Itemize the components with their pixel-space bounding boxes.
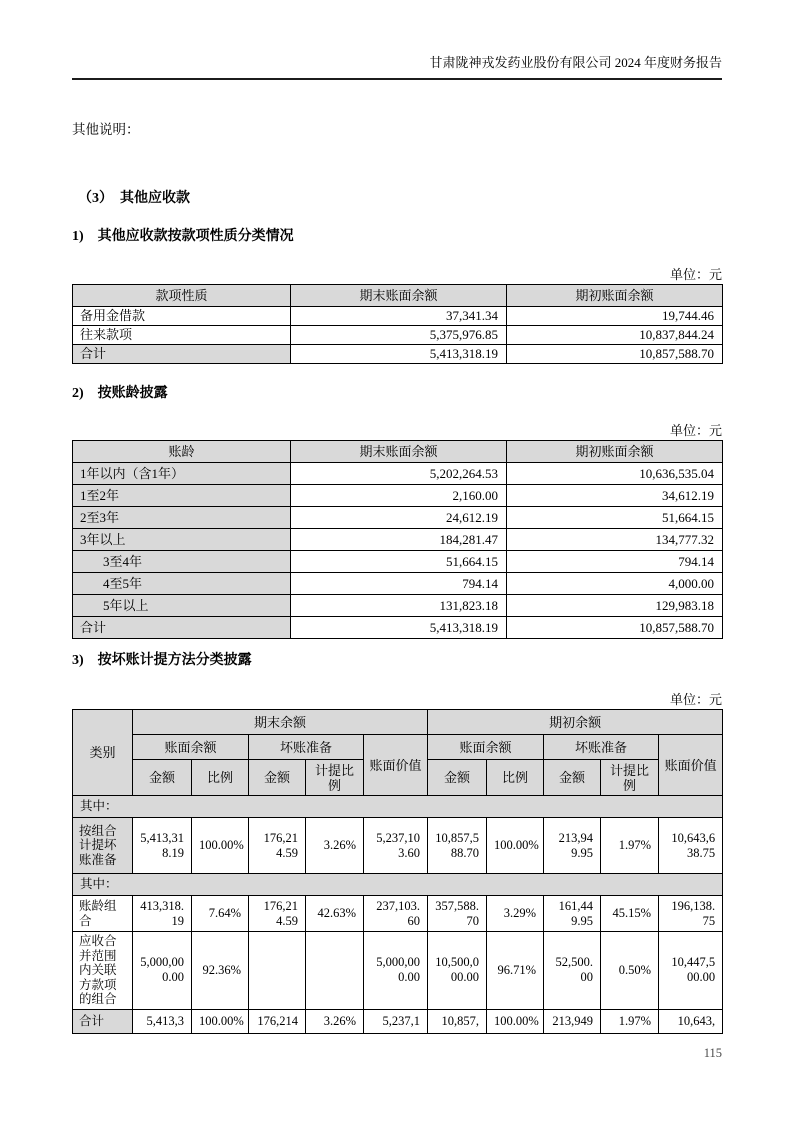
label-cell: 账龄组合 <box>73 896 133 932</box>
header-cell: 金额 <box>544 760 601 796</box>
header-cell: 坏账准备 <box>249 735 364 760</box>
amount-cell: 10,857,588.70 <box>507 617 723 639</box>
label-cell: 备用金借款 <box>73 307 291 326</box>
ratio-cell: 7.64% <box>192 896 249 932</box>
ratio-cell: 1.97% <box>601 818 659 874</box>
page-number: 115 <box>703 1045 722 1060</box>
amount-cell: 5,413,318.19 <box>133 818 192 874</box>
table-total-row <box>73 1009 723 1033</box>
amount-cell: 5,237,1 <box>364 1009 428 1033</box>
header-cell: 金额 <box>428 760 487 796</box>
header-cell: 账面价值 <box>364 735 428 796</box>
label-cell: 合计 <box>73 617 291 639</box>
amount-cell: 5,237,103.60 <box>364 818 428 874</box>
table-row <box>73 507 723 529</box>
header-cell: 类别 <box>73 710 133 796</box>
amount-cell: 5,413,318.19 <box>291 617 507 639</box>
section-heading: （3） 其他应收款 <box>78 191 190 206</box>
table-row <box>73 529 723 551</box>
subsection-3-heading: 3) 按坏账计提方法分类披露 <box>72 653 252 668</box>
table-total-row <box>73 617 723 639</box>
subsection-2-heading: 2) 按账龄披露 <box>72 386 168 401</box>
table-row <box>73 463 723 485</box>
ratio-cell: 100.00% <box>192 818 249 874</box>
header-cell: 比例 <box>487 760 544 796</box>
amount-cell: 213,949.95 <box>544 818 601 874</box>
label-cell: 应收合并范围内关联方款项的组合 <box>73 932 133 1010</box>
header-cell: 期末账面余额 <box>291 285 507 307</box>
table-row <box>73 573 723 595</box>
nature-classification-table <box>72 284 723 364</box>
ratio-cell: 96.71% <box>487 932 544 1010</box>
label-cell: 2至3年 <box>73 507 291 529</box>
label-cell: 其中： <box>73 796 723 818</box>
label-cell: 合计 <box>73 1009 133 1033</box>
table-row <box>73 595 723 617</box>
amount-cell: 794.14 <box>291 573 507 595</box>
table-row <box>73 326 723 345</box>
header-cell: 期初账面余额 <box>507 285 723 307</box>
table-header-row <box>73 285 723 307</box>
provision-method-table <box>72 709 723 1034</box>
amount-cell: 10,837,844.24 <box>507 326 723 345</box>
header-cell: 坏账准备 <box>544 735 659 760</box>
label-cell: 4至5年 <box>73 573 291 595</box>
label-cell: 其中： <box>73 874 723 896</box>
amount-cell: 2,160.00 <box>291 485 507 507</box>
report-header <box>72 55 722 80</box>
report-title: 甘肃陇神戎发药业股份有限公司 2024 年度财务报告 <box>429 55 722 70</box>
header-cell: 期末账面余额 <box>291 441 507 463</box>
label-cell: 往来款项 <box>73 326 291 345</box>
amount-cell: 10,636,535.04 <box>507 463 723 485</box>
amount-cell: 176,214.59 <box>249 896 306 932</box>
amount-cell: 10,643,638.75 <box>659 818 723 874</box>
table-row <box>73 307 723 326</box>
amount-cell: 184,281.47 <box>291 529 507 551</box>
label-cell: 3年以上 <box>73 529 291 551</box>
header-cell: 账面余额 <box>133 735 249 760</box>
amount-cell: 5,375,976.85 <box>291 326 507 345</box>
amount-cell: 10,857, <box>428 1009 487 1033</box>
label-cell: 3至4年 <box>73 551 291 573</box>
header-cell: 期初余额 <box>428 710 723 735</box>
amount-cell: 5,000,000.00 <box>364 932 428 1010</box>
header-cell: 期末余额 <box>133 710 428 735</box>
amount-cell: 37,341.34 <box>291 307 507 326</box>
table-header-row <box>73 441 723 463</box>
table-subtotal-caption-row <box>73 874 723 896</box>
header-cell: 比例 <box>192 760 249 796</box>
ratio-cell: 3.26% <box>306 1009 364 1033</box>
label-cell: 5年以上 <box>73 595 291 617</box>
table-row <box>73 485 723 507</box>
amount-cell: 34,612.19 <box>507 485 723 507</box>
header-cell: 计提比例 <box>306 760 364 796</box>
header-cell: 计提比例 <box>601 760 659 796</box>
table-row <box>73 932 723 1010</box>
amount-cell: 51,664.15 <box>507 507 723 529</box>
ratio-cell: 3.26% <box>306 818 364 874</box>
ratio-cell <box>306 932 364 1010</box>
ratio-cell: 100.00% <box>487 1009 544 1033</box>
label-cell: 1至2年 <box>73 485 291 507</box>
label-cell: 合计 <box>73 345 291 364</box>
amount-cell: 213,949 <box>544 1009 601 1033</box>
amount-cell: 10,643, <box>659 1009 723 1033</box>
header-cell: 金额 <box>133 760 192 796</box>
table-subtotal-caption-row <box>73 796 723 818</box>
ratio-cell: 100.00% <box>487 818 544 874</box>
table-header-row <box>73 710 723 735</box>
amount-cell: 5,000,000.00 <box>133 932 192 1010</box>
table-total-row <box>73 345 723 364</box>
aging-table <box>72 440 723 639</box>
amount-cell: 131,823.18 <box>291 595 507 617</box>
amount-cell: 10,857,588.70 <box>428 818 487 874</box>
table-row <box>73 818 723 874</box>
ratio-cell: 3.29% <box>487 896 544 932</box>
ratio-cell: 92.36% <box>192 932 249 1010</box>
amount-cell: 52,500.00 <box>544 932 601 1010</box>
amount-cell: 10,857,588.70 <box>507 345 723 364</box>
amount-cell: 5,413,3 <box>133 1009 192 1033</box>
amount-cell: 4,000.00 <box>507 573 723 595</box>
amount-cell: 237,103.60 <box>364 896 428 932</box>
amount-cell: 19,744.46 <box>507 307 723 326</box>
label-cell: 1年以内（含1年） <box>73 463 291 485</box>
amount-cell: 134,777.32 <box>507 529 723 551</box>
amount-cell: 196,138.75 <box>659 896 723 932</box>
table-header-row <box>73 735 723 760</box>
header-cell: 账面余额 <box>428 735 544 760</box>
header-cell: 期初账面余额 <box>507 441 723 463</box>
amount-cell: 357,588.70 <box>428 896 487 932</box>
unit-label: 单位：元 <box>669 423 722 438</box>
amount-cell: 10,500,000.00 <box>428 932 487 1010</box>
ratio-cell: 100.00% <box>192 1009 249 1033</box>
header-cell: 账龄 <box>73 441 291 463</box>
amount-cell: 161,449.95 <box>544 896 601 932</box>
amount-cell: 24,612.19 <box>291 507 507 529</box>
table-row <box>73 551 723 573</box>
unit-label: 单位：元 <box>669 267 722 282</box>
amount-cell: 5,413,318.19 <box>291 345 507 364</box>
table-row <box>73 896 723 932</box>
header-cell: 金额 <box>249 760 306 796</box>
label-cell: 按组合计提坏账准备 <box>73 818 133 874</box>
other-notes-label: 其他说明： <box>72 122 140 137</box>
ratio-cell: 45.15% <box>601 896 659 932</box>
amount-cell: 413,318.19 <box>133 896 192 932</box>
amount-cell: 794.14 <box>507 551 723 573</box>
amount-cell: 5,202,264.53 <box>291 463 507 485</box>
amount-cell: 129,983.18 <box>507 595 723 617</box>
amount-cell <box>249 932 306 1010</box>
amount-cell: 10,447,500.00 <box>659 932 723 1010</box>
header-cell: 账面价值 <box>659 735 723 796</box>
ratio-cell: 0.50% <box>601 932 659 1010</box>
amount-cell: 176,214 <box>249 1009 306 1033</box>
amount-cell: 176,214.59 <box>249 818 306 874</box>
amount-cell: 51,664.15 <box>291 551 507 573</box>
header-cell: 款项性质 <box>73 285 291 307</box>
ratio-cell: 1.97% <box>601 1009 659 1033</box>
subsection-1-heading: 1) 其他应收款按款项性质分类情况 <box>72 229 294 244</box>
ratio-cell: 42.63% <box>306 896 364 932</box>
unit-label: 单位：元 <box>669 692 722 707</box>
